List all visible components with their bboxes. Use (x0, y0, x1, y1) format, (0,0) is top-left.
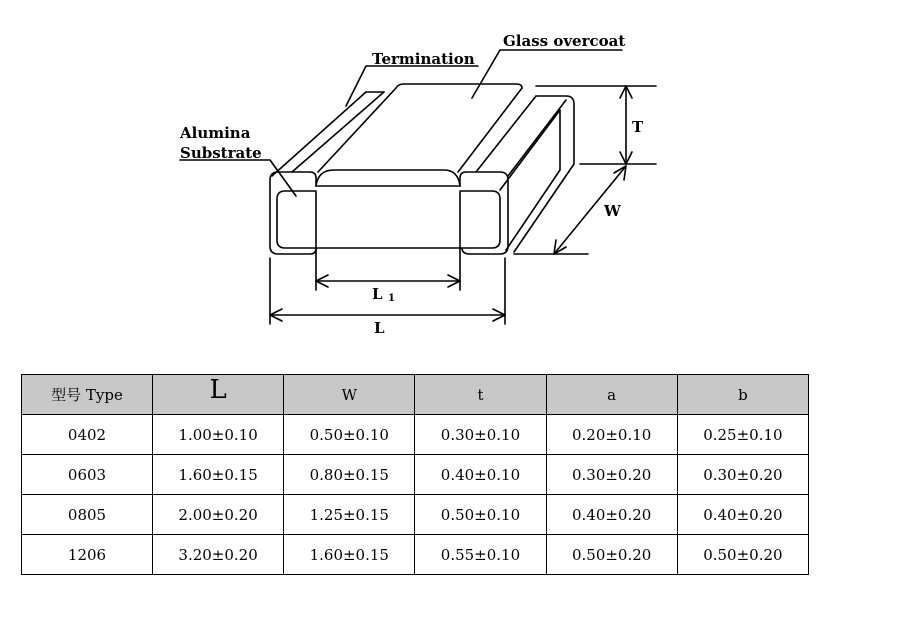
header-b: b (677, 375, 808, 415)
cell-a: 0.40±0.20 (546, 495, 677, 535)
right-back-corner (514, 96, 574, 252)
label-l1-subscript: 1 (388, 293, 395, 304)
right-termination-inner (460, 191, 500, 248)
cell-a: 0.20±0.10 (546, 415, 677, 455)
cell-l: 1.00±0.10 (153, 415, 284, 455)
cell-a: 0.30±0.20 (546, 455, 677, 495)
header-type: 型号 Type (22, 375, 153, 415)
label-t: T (632, 118, 644, 136)
cell-l: 3.20±0.20 (153, 535, 284, 575)
glass-right-edge (458, 88, 522, 172)
label-glass-overcoat: Glass overcoat (503, 32, 626, 50)
cell-a: 0.50±0.20 (546, 535, 677, 575)
left-termination-inner-edge (292, 92, 384, 172)
glass-overcoat-front (316, 170, 460, 186)
cell-t: 0.55±0.10 (415, 535, 546, 575)
dimension-table (21, 374, 809, 575)
cell-type: 1206 (22, 535, 153, 575)
table-row (22, 455, 809, 495)
glass-back-top (396, 84, 522, 88)
table-row (22, 415, 809, 455)
cell-t: 0.50±0.10 (415, 495, 546, 535)
table-row (22, 495, 809, 535)
cell-b: 0.40±0.20 (677, 495, 808, 535)
cell-type: 0402 (22, 415, 153, 455)
label-alumina: Alumina (180, 124, 251, 142)
label-w: W (604, 202, 621, 220)
cell-w: 0.50±0.10 (284, 415, 415, 455)
cell-w: 1.60±0.15 (284, 535, 415, 575)
cell-b: 0.30±0.20 (677, 455, 808, 495)
cell-w: 0.80±0.15 (284, 455, 415, 495)
leader-glass (472, 50, 622, 98)
header-l: L (153, 375, 284, 415)
right-termination-side (508, 100, 566, 176)
label-l1: L (372, 285, 383, 303)
cell-type: 0805 (22, 495, 153, 535)
leader-alumina (180, 160, 296, 196)
cell-l: 1.60±0.15 (153, 455, 284, 495)
leader-termination (346, 66, 478, 106)
cell-type: 0603 (22, 455, 153, 495)
cell-b: 0.50±0.20 (677, 535, 808, 575)
header-a: a (546, 375, 677, 415)
label-termination: Termination (372, 50, 475, 68)
label-l: L (374, 319, 385, 337)
left-termination-top-edge (272, 92, 366, 176)
header-t: t (415, 375, 546, 415)
header-w: W (284, 375, 415, 415)
left-termination-inner (277, 191, 316, 248)
table-header-row (22, 375, 809, 415)
right-termination-inner-edge (476, 96, 536, 172)
label-substrate: Substrate (180, 144, 262, 162)
cell-b: 0.25±0.10 (677, 415, 808, 455)
cell-l: 2.00±0.20 (153, 495, 284, 535)
table-row (22, 535, 809, 575)
cell-t: 0.40±0.10 (415, 455, 546, 495)
cell-t: 0.30±0.10 (415, 415, 546, 455)
cell-w: 1.25±0.15 (284, 495, 415, 535)
